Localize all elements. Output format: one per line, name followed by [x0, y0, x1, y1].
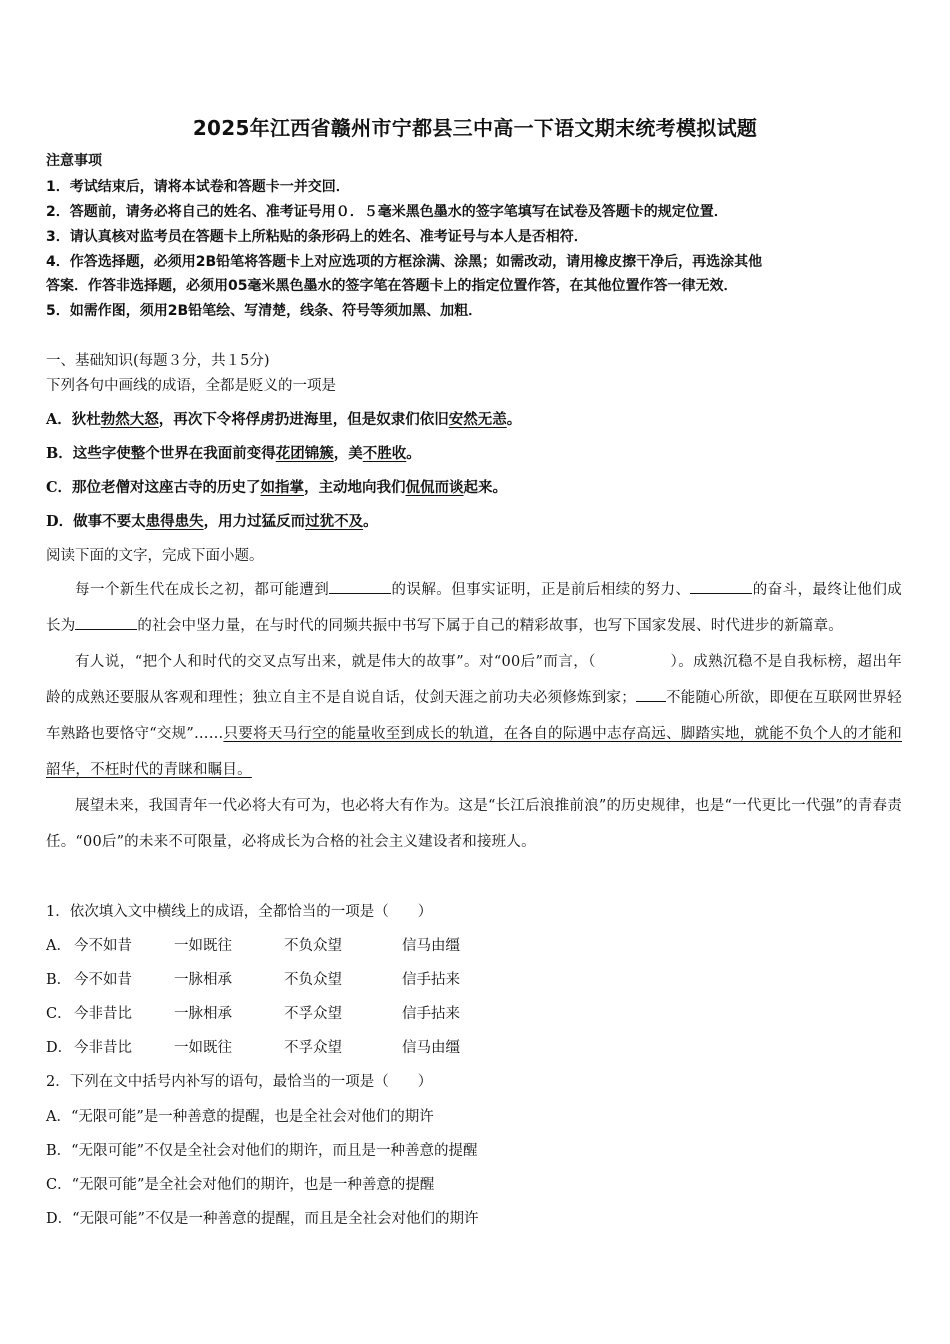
option-word: 不孚众望 — [284, 1040, 342, 1056]
q1-option-a — [46, 936, 460, 956]
option-word: 信马由缰 — [402, 938, 460, 954]
option-label: D． — [46, 1040, 73, 1056]
notice-item: 4．作答选择题，必须用2B铅笔将答题卡上对应选项的方框涂满、涂黑；如需改动，请用橡皮擦干净后，再选涂其他 — [46, 254, 763, 270]
option-label: C． — [46, 1006, 72, 1022]
option-text: ，用力过猛反而 — [203, 513, 306, 530]
question-2-stem: 2．下列在文中括号内补写的语句，最恰当的一项是（ ） — [46, 1074, 433, 1090]
passage-text: 的误解。但事实证明，正是前后相续的努力、 — [391, 582, 691, 598]
option-label: D． — [46, 513, 74, 530]
underlined-idiom: 安然无恙 — [448, 411, 507, 428]
notice-heading: 注意事项 — [46, 153, 102, 169]
reading-passage — [46, 572, 902, 860]
option-word: 不负众望 — [284, 938, 342, 954]
option-text: ，再次下令将俘虏扔进海里，但是奴隶们依旧 — [158, 411, 449, 428]
option-word: 一如既往 — [174, 938, 232, 954]
option-label: B． — [46, 445, 73, 462]
option-a — [46, 410, 521, 430]
option-word: 一脉相承 — [174, 1006, 232, 1022]
underlined-idiom: 侃侃而谈 — [405, 479, 464, 496]
q1-option-c — [46, 1004, 460, 1024]
option-word: 不孚众望 — [284, 1006, 342, 1022]
notice-item: 5．如需作图，须用2B铅笔绘、写清楚，线条、符号等须加黑、加粗． — [46, 303, 483, 319]
option-text: 做事不要太 — [73, 513, 146, 530]
fill-blank — [75, 615, 137, 630]
paragraph — [46, 572, 902, 644]
notice-item: 3．请认真核对监考员在答题卡上所粘贴的条形码上的姓名、准考证号与本人是否相符． — [46, 229, 588, 245]
option-text: 这些字使整个世界在我面前变得 — [72, 445, 276, 462]
underlined-idiom: 过犹不及 — [305, 513, 364, 530]
question-stem: 下列各句中画线的成语，全都是贬义的一项是 — [46, 378, 336, 394]
option-text: 。 — [363, 513, 378, 530]
q2-option-d: D．“无限可能”不仅是一种善意的提醒，而且是全社会对他们的期许 — [46, 1211, 479, 1227]
underlined-idiom: 如指掌 — [260, 479, 305, 496]
option-word: 一如既往 — [174, 1040, 232, 1056]
q2-option-b: B．“无限可能”不仅是全社会对他们的期许，而且是一种善意的提醒 — [46, 1143, 478, 1159]
underlined-idiom: 勃然大怒 — [100, 411, 159, 428]
underlined-sentence: 只要将天马行空的能量收至到成长的轨道，在各自的际遇中志存高远、脚踏实地，就能不负个人的才能和韶华，不枉时代的青睐和瞩目。 — [46, 726, 902, 778]
option-word: 信手拈来 — [402, 972, 460, 988]
q1-option-d — [46, 1038, 460, 1058]
q2-option-a: A．“无限可能”是一种善意的提醒，也是全社会对他们的期许 — [46, 1109, 434, 1125]
passage-text: 的奋斗，最终让他们成长为 — [46, 582, 903, 634]
option-text: 。 — [506, 411, 522, 428]
option-label: A． — [46, 411, 72, 428]
underlined-idiom: 不胜收 — [362, 445, 407, 462]
fill-blank — [690, 579, 752, 594]
option-text: ，主动地向我们 — [304, 479, 406, 496]
option-word: 信马由缰 — [402, 1040, 460, 1056]
option-word: 信手拈来 — [402, 1006, 460, 1022]
option-label: C． — [46, 479, 73, 496]
page-title: 2025年江西省赣州市宁都县三中高一下语文期末统考模拟试题 — [192, 116, 758, 140]
option-text: 那位老僧对这座古寺的历史了 — [72, 479, 261, 496]
option-c — [46, 478, 507, 498]
notice-item: 2．答题前，请务必将自己的姓名、准考证号用０．５毫米黑色墨水的签字笔填写在试卷及答题卡的规定位置． — [46, 204, 728, 220]
notice-item: 答案．作答非选择题，必须用05毫米黑色墨水的签字笔在答题卡上的指定位置作答，在其他位置作答一律无效． — [46, 278, 738, 294]
option-label: A． — [46, 938, 71, 954]
option-text: ，美 — [333, 445, 363, 462]
passage-text: 每一个新生代在成长之初，都可能遭到 — [75, 582, 330, 598]
option-label: B． — [46, 972, 72, 988]
paragraph — [46, 644, 902, 788]
q2-option-c: C．“无限可能”是全社会对他们的期许，也是一种善意的提醒 — [46, 1177, 435, 1193]
q1-option-b — [46, 970, 460, 990]
option-word: 今不如昔 — [74, 972, 132, 988]
option-word: 今非昔比 — [74, 1006, 132, 1022]
fill-blank — [636, 687, 666, 702]
passage-text: 的社会中坚力量，在与时代的同频共振中书写下属于自己的精彩故事，也写下国家发展、时代进步的新篇章。 — [137, 618, 844, 634]
option-word: 一脉相承 — [174, 972, 232, 988]
passage-text: 不能随心所欲，即便在互联网世界轻车熟路也要恪守“交规”…… — [46, 690, 902, 742]
underlined-idiom: 患得患失 — [145, 513, 204, 530]
underlined-idiom: 花团锦簇 — [275, 445, 334, 462]
passage-text: 有人说，“把个人和时代的交叉点写出来，就是伟大的故事”。对“00后”而言，（ ）。成熟沉稳不是自我标榜，超出年龄的成熟还要服从客观和理性；独立自主不是自说自话，仗剑天涯之前功夫必须修炼到家； — [46, 654, 902, 706]
option-word: 不负众望 — [284, 972, 342, 988]
option-d — [46, 512, 378, 532]
notice-item: 1．考试结束后，请将本试卷和答题卡一并交回． — [46, 179, 350, 195]
reading-intro: 阅读下面的文字，完成下面小题。 — [46, 548, 264, 564]
section-heading: 一、基础知识(每题３分，共１5分) — [46, 353, 270, 369]
option-b — [46, 444, 421, 464]
fill-blank — [329, 579, 391, 594]
paragraph: 展望未来，我国青年一代必将大有可为，也必将大有作为。这是“长江后浪推前浪”的历史规律，也是“一代更比一代强”的青春责任。“00后”的未来不可限量，必将成长为合格的社会主义建设者和接班人。 — [46, 798, 902, 850]
question-1-stem: 1．依次填入文中横线上的成语，全都恰当的一项是（ ） — [46, 904, 433, 920]
option-text: 狄杜 — [71, 411, 101, 428]
option-word: 今非昔比 — [74, 1040, 132, 1056]
option-word: 今不如昔 — [74, 938, 132, 954]
option-text: 。 — [406, 445, 421, 462]
option-text: 起来。 — [463, 479, 508, 496]
